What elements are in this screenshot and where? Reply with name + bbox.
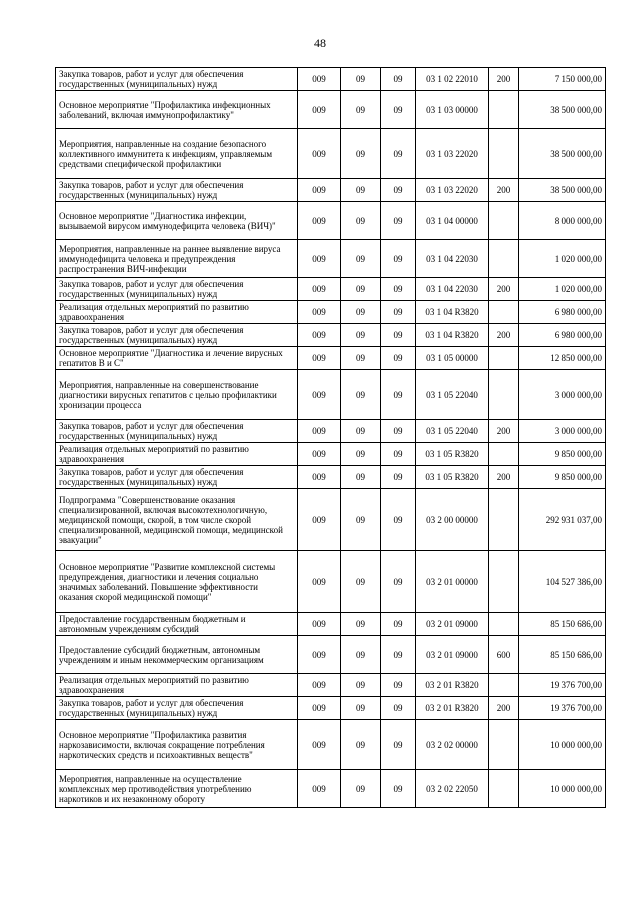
section-code-cell: 09 [341, 324, 381, 347]
amount-cell: 6 980 000,00 [519, 301, 606, 324]
amount-cell: 10 000 000,00 [519, 770, 606, 808]
ministry-code-cell: 009 [298, 466, 341, 489]
expense-type-cell [489, 240, 519, 278]
row-name-cell: Мероприятия, направленные на осуществление комплексных мер противодействия употреблению наркотиков и их незаконному обороту [56, 770, 298, 808]
target-article-cell: 03 1 04 22030 [416, 240, 489, 278]
target-article-cell: 03 1 04 22030 [416, 278, 489, 301]
row-name-cell: Закупка товаров, работ и услуг для обеспечения государственных (муниципальных) нужд [56, 697, 298, 720]
row-name-cell: Закупка товаров, работ и услуг для обеспечения государственных (муниципальных) нужд [56, 278, 298, 301]
expense-type-cell: 200 [489, 68, 519, 91]
section-code-cell: 09 [341, 770, 381, 808]
row-name-cell: Основное мероприятие "Профилактика инфекционных заболеваний, включая иммунопрофилактику" [56, 91, 298, 129]
row-name-cell: Основное мероприятие "Диагностика инфекции, вызываемой вирусом иммунодефицита человека (ВИЧ)" [56, 202, 298, 240]
amount-cell: 38 500 000,00 [519, 91, 606, 129]
subsection-code-cell: 09 [381, 613, 416, 636]
row-name-cell: Закупка товаров, работ и услуг для обеспечения государственных (муниципальных) нужд [56, 466, 298, 489]
row-name-cell: Закупка товаров, работ и услуг для обеспечения государственных (муниципальных) нужд [56, 324, 298, 347]
ministry-code-cell: 009 [298, 202, 341, 240]
section-code-cell: 09 [341, 697, 381, 720]
section-code-cell: 09 [341, 91, 381, 129]
amount-cell: 9 850 000,00 [519, 443, 606, 466]
subsection-code-cell: 09 [381, 324, 416, 347]
target-article-cell: 03 2 01 00000 [416, 551, 489, 613]
subsection-code-cell: 09 [381, 720, 416, 770]
table-row [56, 466, 606, 489]
section-code-cell: 09 [341, 551, 381, 613]
subsection-code-cell: 09 [381, 301, 416, 324]
table-body [56, 68, 606, 808]
table-row [56, 636, 606, 674]
target-article-cell: 03 1 03 22020 [416, 129, 489, 179]
expense-type-cell [489, 443, 519, 466]
amount-cell: 9 850 000,00 [519, 466, 606, 489]
section-code-cell: 09 [341, 420, 381, 443]
row-name-cell: Мероприятия, направленные на раннее выявление вируса иммунодефицита человека и предупреждения распространения ВИЧ-инфекции [56, 240, 298, 278]
target-article-cell: 03 1 04 00000 [416, 202, 489, 240]
table-row [56, 202, 606, 240]
expense-type-cell [489, 347, 519, 370]
section-code-cell: 09 [341, 489, 381, 551]
expense-type-cell [489, 91, 519, 129]
ministry-code-cell: 009 [298, 91, 341, 129]
amount-cell: 85 150 686,00 [519, 613, 606, 636]
row-name-cell: Основное мероприятие "Развитие комплексной системы предупреждения, диагностики и лечения социально значимых заболеваний. Повышение эффективности оказания скорой медицинской помощи" [56, 551, 298, 613]
section-code-cell: 09 [341, 674, 381, 697]
table-row [56, 443, 606, 466]
target-article-cell: 03 1 04 R3820 [416, 301, 489, 324]
ministry-code-cell: 009 [298, 636, 341, 674]
row-name-cell: Закупка товаров, работ и услуг для обеспечения государственных (муниципальных) нужд [56, 68, 298, 91]
expense-type-cell [489, 129, 519, 179]
amount-cell: 1 020 000,00 [519, 278, 606, 301]
section-code-cell: 09 [341, 278, 381, 301]
expense-type-cell [489, 674, 519, 697]
row-name-cell: Мероприятия, направленные на совершенствование диагностики вирусных гепатитов с целью профилактики хронизации процесса [56, 370, 298, 420]
row-name-cell: Реализация отдельных мероприятий по развитию здравоохранения [56, 301, 298, 324]
section-code-cell: 09 [341, 613, 381, 636]
table-row [56, 697, 606, 720]
expense-type-cell: 200 [489, 324, 519, 347]
table-row [56, 129, 606, 179]
expense-type-cell [489, 720, 519, 770]
expense-type-cell: 200 [489, 179, 519, 202]
ministry-code-cell: 009 [298, 613, 341, 636]
target-article-cell: 03 1 02 22010 [416, 68, 489, 91]
ministry-code-cell: 009 [298, 370, 341, 420]
row-name-cell: Закупка товаров, работ и услуг для обеспечения государственных (муниципальных) нужд [56, 179, 298, 202]
table-row [56, 420, 606, 443]
table-row [56, 551, 606, 613]
subsection-code-cell: 09 [381, 443, 416, 466]
expense-type-cell: 200 [489, 697, 519, 720]
target-article-cell: 03 2 01 09000 [416, 636, 489, 674]
amount-cell: 1 020 000,00 [519, 240, 606, 278]
row-name-cell: Предоставление субсидий бюджетным, автономным учреждениям и иным некоммерческим организациям [56, 636, 298, 674]
subsection-code-cell: 09 [381, 674, 416, 697]
row-name-cell: Закупка товаров, работ и услуг для обеспечения государственных (муниципальных) нужд [56, 420, 298, 443]
expense-type-cell [489, 489, 519, 551]
table-row [56, 179, 606, 202]
target-article-cell: 03 1 04 R3820 [416, 324, 489, 347]
section-code-cell: 09 [341, 443, 381, 466]
row-name-cell: Основное мероприятие "Профилактика развития наркозависимости, включая сокращение потребления наркотических средств и психоактивных веществ" [56, 720, 298, 770]
amount-cell: 104 527 386,00 [519, 551, 606, 613]
row-name-cell: Мероприятия, направленные на создание безопасного коллективного иммунитета к инфекциям, управляемым средствами специфической профилактики [56, 129, 298, 179]
ministry-code-cell: 009 [298, 347, 341, 370]
row-name-cell: Реализация отдельных мероприятий по развитию здравоохранения [56, 674, 298, 697]
expense-type-cell: 200 [489, 278, 519, 301]
amount-cell: 12 850 000,00 [519, 347, 606, 370]
target-article-cell: 03 1 03 22020 [416, 179, 489, 202]
target-article-cell: 03 1 05 22040 [416, 370, 489, 420]
amount-cell: 7 150 000,00 [519, 68, 606, 91]
subsection-code-cell: 09 [381, 697, 416, 720]
target-article-cell: 03 1 05 00000 [416, 347, 489, 370]
budget-table [55, 67, 606, 808]
expense-type-cell: 200 [489, 420, 519, 443]
expense-type-cell [489, 770, 519, 808]
section-code-cell: 09 [341, 179, 381, 202]
section-code-cell: 09 [341, 68, 381, 91]
subsection-code-cell: 09 [381, 770, 416, 808]
amount-cell: 6 980 000,00 [519, 324, 606, 347]
expense-type-cell: 200 [489, 466, 519, 489]
amount-cell: 38 500 000,00 [519, 179, 606, 202]
expense-type-cell [489, 551, 519, 613]
section-code-cell: 09 [341, 466, 381, 489]
row-name-cell: Основное мероприятие "Диагностика и лечение вирусных гепатитов В и С" [56, 347, 298, 370]
section-code-cell: 09 [341, 240, 381, 278]
amount-cell: 8 000 000,00 [519, 202, 606, 240]
ministry-code-cell: 009 [298, 443, 341, 466]
amount-cell: 38 500 000,00 [519, 129, 606, 179]
table-row [56, 770, 606, 808]
target-article-cell: 03 1 03 00000 [416, 91, 489, 129]
row-name-cell: Реализация отдельных мероприятий по развитию здравоохранения [56, 443, 298, 466]
amount-cell: 3 000 000,00 [519, 370, 606, 420]
ministry-code-cell: 009 [298, 278, 341, 301]
subsection-code-cell: 09 [381, 420, 416, 443]
subsection-code-cell: 09 [381, 179, 416, 202]
ministry-code-cell: 009 [298, 240, 341, 278]
subsection-code-cell: 09 [381, 551, 416, 613]
table-row [56, 278, 606, 301]
amount-cell: 85 150 686,00 [519, 636, 606, 674]
row-name-cell: Подпрограмма "Совершенствование оказания специализированной, включая высокотехнологичную, медицинской помощи, скорой, в том числе скорой специализированной, медицинской помощи, медицинской эвакуации" [56, 489, 298, 551]
section-code-cell: 09 [341, 636, 381, 674]
ministry-code-cell: 009 [298, 129, 341, 179]
row-name-cell: Предоставление государственным бюджетным и автономным учреждениям субсидий [56, 613, 298, 636]
ministry-code-cell: 009 [298, 179, 341, 202]
subsection-code-cell: 09 [381, 91, 416, 129]
section-code-cell: 09 [341, 720, 381, 770]
section-code-cell: 09 [341, 129, 381, 179]
table-row [56, 613, 606, 636]
ministry-code-cell: 009 [298, 420, 341, 443]
page-number: 48 [314, 36, 326, 50]
expense-type-cell [489, 202, 519, 240]
target-article-cell: 03 2 01 R3820 [416, 697, 489, 720]
target-article-cell: 03 1 05 22040 [416, 420, 489, 443]
target-article-cell: 03 2 01 09000 [416, 613, 489, 636]
target-article-cell: 03 2 02 22050 [416, 770, 489, 808]
section-code-cell: 09 [341, 202, 381, 240]
ministry-code-cell: 009 [298, 551, 341, 613]
ministry-code-cell: 009 [298, 770, 341, 808]
ministry-code-cell: 009 [298, 68, 341, 91]
amount-cell: 10 000 000,00 [519, 720, 606, 770]
section-code-cell: 09 [341, 301, 381, 324]
subsection-code-cell: 09 [381, 68, 416, 91]
ministry-code-cell: 009 [298, 697, 341, 720]
table-row [56, 674, 606, 697]
subsection-code-cell: 09 [381, 240, 416, 278]
amount-cell: 3 000 000,00 [519, 420, 606, 443]
subsection-code-cell: 09 [381, 278, 416, 301]
subsection-code-cell: 09 [381, 202, 416, 240]
table-row [56, 240, 606, 278]
table-row [56, 301, 606, 324]
expense-type-cell [489, 301, 519, 324]
section-code-cell: 09 [341, 370, 381, 420]
ministry-code-cell: 009 [298, 720, 341, 770]
table-row [56, 68, 606, 91]
expense-type-cell: 600 [489, 636, 519, 674]
target-article-cell: 03 1 05 R3820 [416, 466, 489, 489]
target-article-cell: 03 2 02 00000 [416, 720, 489, 770]
ministry-code-cell: 009 [298, 674, 341, 697]
expense-type-cell [489, 613, 519, 636]
subsection-code-cell: 09 [381, 129, 416, 179]
table-row [56, 324, 606, 347]
ministry-code-cell: 009 [298, 324, 341, 347]
ministry-code-cell: 009 [298, 301, 341, 324]
ministry-code-cell: 009 [298, 489, 341, 551]
subsection-code-cell: 09 [381, 636, 416, 674]
target-article-cell: 03 2 00 00000 [416, 489, 489, 551]
amount-cell: 19 376 700,00 [519, 697, 606, 720]
expense-type-cell [489, 370, 519, 420]
subsection-code-cell: 09 [381, 370, 416, 420]
table-row [56, 370, 606, 420]
table-row [56, 720, 606, 770]
table-row [56, 347, 606, 370]
subsection-code-cell: 09 [381, 489, 416, 551]
target-article-cell: 03 1 05 R3820 [416, 443, 489, 466]
amount-cell: 19 376 700,00 [519, 674, 606, 697]
subsection-code-cell: 09 [381, 466, 416, 489]
section-code-cell: 09 [341, 347, 381, 370]
table-row [56, 489, 606, 551]
subsection-code-cell: 09 [381, 347, 416, 370]
table-row [56, 91, 606, 129]
target-article-cell: 03 2 01 R3820 [416, 674, 489, 697]
amount-cell: 292 931 037,00 [519, 489, 606, 551]
